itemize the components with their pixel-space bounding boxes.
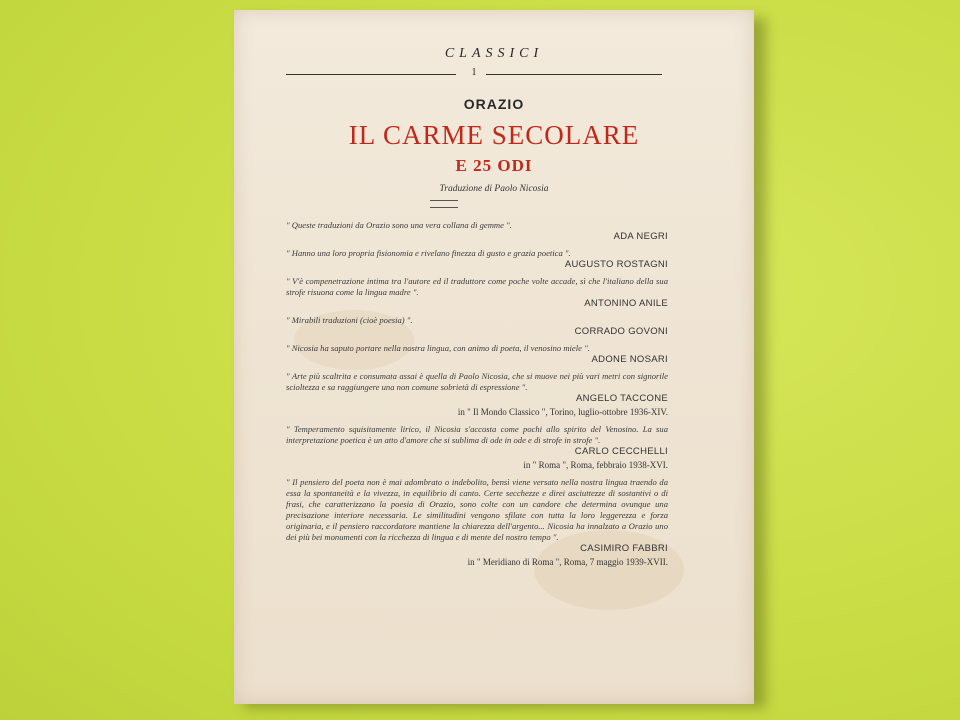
quote-text: " Mirabili traduzioni (cioè poesia) ". bbox=[286, 315, 413, 325]
book-title: IL CARME SECOLARE bbox=[348, 120, 640, 150]
quote-text: " Arte più scaltrita e consumata assai è quella di Paolo Nicosia, che si muove nei più vari metri con signorile scioltezza e sa raggiungere una non comune sobrietà di espressione ". bbox=[286, 371, 668, 392]
quote-text: " Il pensiero del poeta non è mai adombrato o indebolito, bensì viene versato nella nostra lingua traendo da essa la spontaneità e la vivezza, in equilibrio di canto. Certe secchezze e direi asciuttezze di sostantivi o di frasi, che caratterizzano la poesia di Orazio, sono colte con un candore che determina ovunque una precisazione interiore necessaria. Le similitudini vengono sfilate con tutta la loro leggerezza e forza originaria, e il pensiero raccordatore mantiene la chiarezza dell'argento... Nicosia ha innalzato a Orazio uno dei più bei monumenti con la ricchezza di lingua e di mente del nostro tempo ". bbox=[286, 477, 668, 542]
quote-item bbox=[286, 276, 668, 309]
quote-text: " Hanno una loro propria fisionomia e rivelano finezza di gusto e grazia poetica ". bbox=[286, 248, 571, 258]
ornament-divider bbox=[430, 200, 458, 208]
quote-source: CARLO CECCHELLI bbox=[574, 446, 668, 457]
quote-item bbox=[286, 315, 668, 337]
quote-text: " Queste traduzioni da Orazio sono una vera collana di gemme ". bbox=[286, 220, 512, 230]
translator-credit: Traduzione di Paolo Nicosia bbox=[439, 184, 549, 194]
rule-line-left bbox=[286, 74, 456, 75]
series-rule bbox=[286, 67, 662, 84]
quote-item bbox=[286, 424, 668, 470]
quote-source: AUGUSTO ROSTAGNI bbox=[564, 259, 668, 270]
quote-source: ANTONINO ANILE bbox=[584, 298, 668, 309]
quote-text: " Temperamento squisitamente lirico, il Nicosia s'accosta come pochi allo spirito del Venosino. La sua interpretazione poetica è un atto d'amore che si sublima di ode in ode e di strofe in strofe ". bbox=[286, 424, 668, 445]
author-name: ORAZIO bbox=[463, 96, 525, 112]
quote-source: ADA NEGRI bbox=[613, 231, 668, 242]
quote-reference: in " Il Mondo Classico ", Torino, luglio-ottobre 1936-XIV. bbox=[457, 407, 668, 417]
quote-item bbox=[286, 343, 668, 365]
review-quotes bbox=[286, 220, 668, 574]
quote-source: CORRADO GOVONI bbox=[574, 326, 668, 337]
quote-source: CASIMIRO FABBRI bbox=[580, 543, 668, 554]
series-number: 1 bbox=[471, 67, 477, 78]
series-name: CLASSICI bbox=[444, 46, 544, 61]
quote-item bbox=[286, 477, 668, 567]
quote-item bbox=[286, 371, 668, 417]
book-cover bbox=[234, 10, 754, 704]
quote-reference: in " Meridiano di Roma ", Roma, 7 maggio 1939-XVII. bbox=[467, 557, 668, 567]
quote-reference: in " Roma ", Roma, febbraio 1938-XVI. bbox=[523, 460, 668, 470]
quote-text: " V'è compenetrazione intima tra l'autore ed il traduttore come poche volte accade, sì che l'italiano della sua strofe risuona come la lingua madre ". bbox=[286, 276, 668, 297]
quote-item bbox=[286, 248, 668, 270]
quote-item bbox=[286, 220, 668, 242]
quote-source: ANGELO TACCONE bbox=[575, 393, 668, 404]
book-subtitle: E 25 ODI bbox=[455, 156, 533, 175]
rule-line-right bbox=[486, 74, 662, 75]
quote-text: " Nicosia ha saputo portare nella nostra lingua, con animo di poeta, il venosino miele ". bbox=[286, 343, 590, 353]
quote-source: ADONE NOSARI bbox=[591, 354, 668, 365]
